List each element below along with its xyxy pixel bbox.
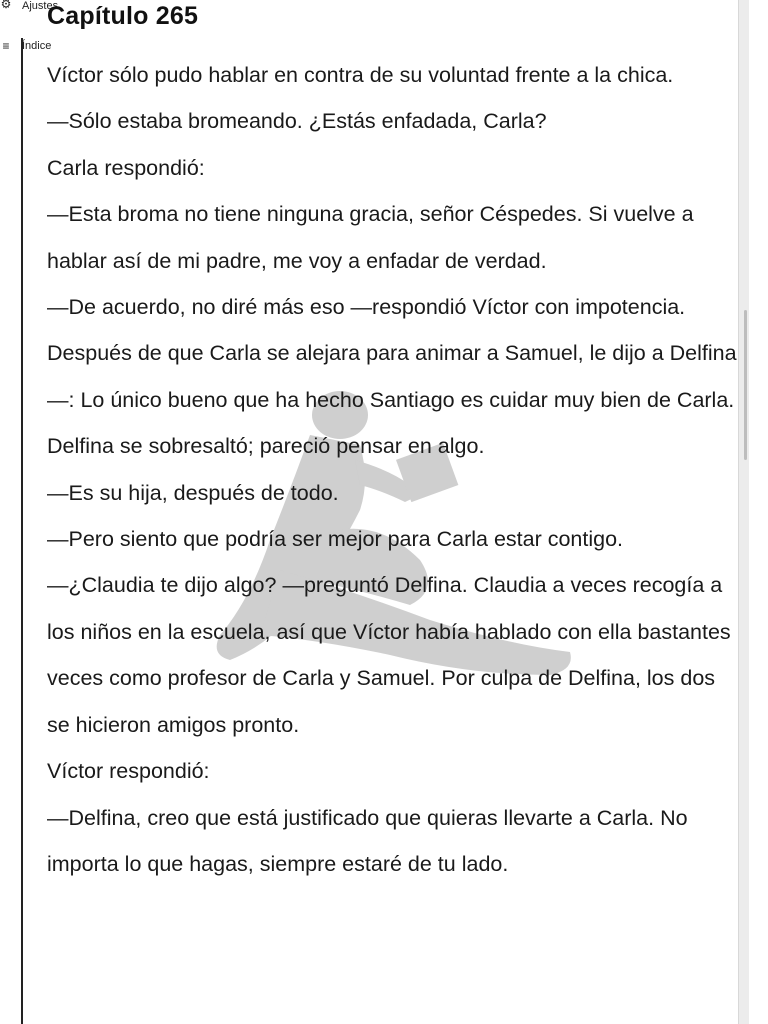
gear-icon: ⚙ — [0, 0, 12, 11]
paragraph: —De acuerdo, no diré más eso —respondió Víctor con impotencia. Después de que Carla se alejara para animar a Samuel, le dijo a Delfina—: Lo único bueno que ha hecho Santiago es cuidar muy bien de Carla. — [47, 295, 737, 412]
paragraph: Víctor respondió: — [47, 759, 210, 784]
index-label: Índice — [22, 40, 52, 52]
paragraph: —Esta broma no tiene ninguna gracia, señor Céspedes. Si vuelve a hablar así de mi padre, me voy a enfadar de verdad. — [47, 202, 694, 273]
chapter-title: Capítulo 265 — [47, 2, 199, 30]
paragraph: —Sólo estaba bromeando. ¿Estás enfadada, Carla? — [47, 109, 547, 134]
menu-lines-icon: ≡ — [2, 39, 10, 53]
paragraph: —¿Claudia te dijo algo? —preguntó Delfina. Claudia a veces recogía a los niños en la escuela, así que Víctor había hablado con ella bastantes veces como profesor de Carla y Samuel. Por culpa de Delfina, los dos se hicieron amigos pronto. — [47, 573, 731, 737]
paragraph: Carla respondió: — [47, 155, 205, 180]
scrollbar-thumb[interactable] — [744, 310, 747, 460]
right-frame — [738, 0, 749, 1024]
paragraph: —Pero siento que podría ser mejor para Carla estar contigo. — [47, 527, 624, 552]
chapter-text — [47, 52, 737, 887]
paragraph: —Delfina, creo que está justificado que quieras llevarte a Carla. No importa lo que hagas, siempre estaré de tu lado. — [47, 805, 688, 876]
paragraph: Delfina se sobresaltó; pareció pensar en algo. — [47, 434, 485, 459]
settings-label: Ajustes — [22, 0, 59, 12]
index-button[interactable] — [2, 39, 52, 53]
left-border — [21, 38, 23, 1024]
paragraph: —Es su hija, después de todo. — [47, 480, 339, 505]
paragraph: Víctor sólo pudo hablar en contra de su voluntad frente a la chica. — [47, 63, 674, 87]
